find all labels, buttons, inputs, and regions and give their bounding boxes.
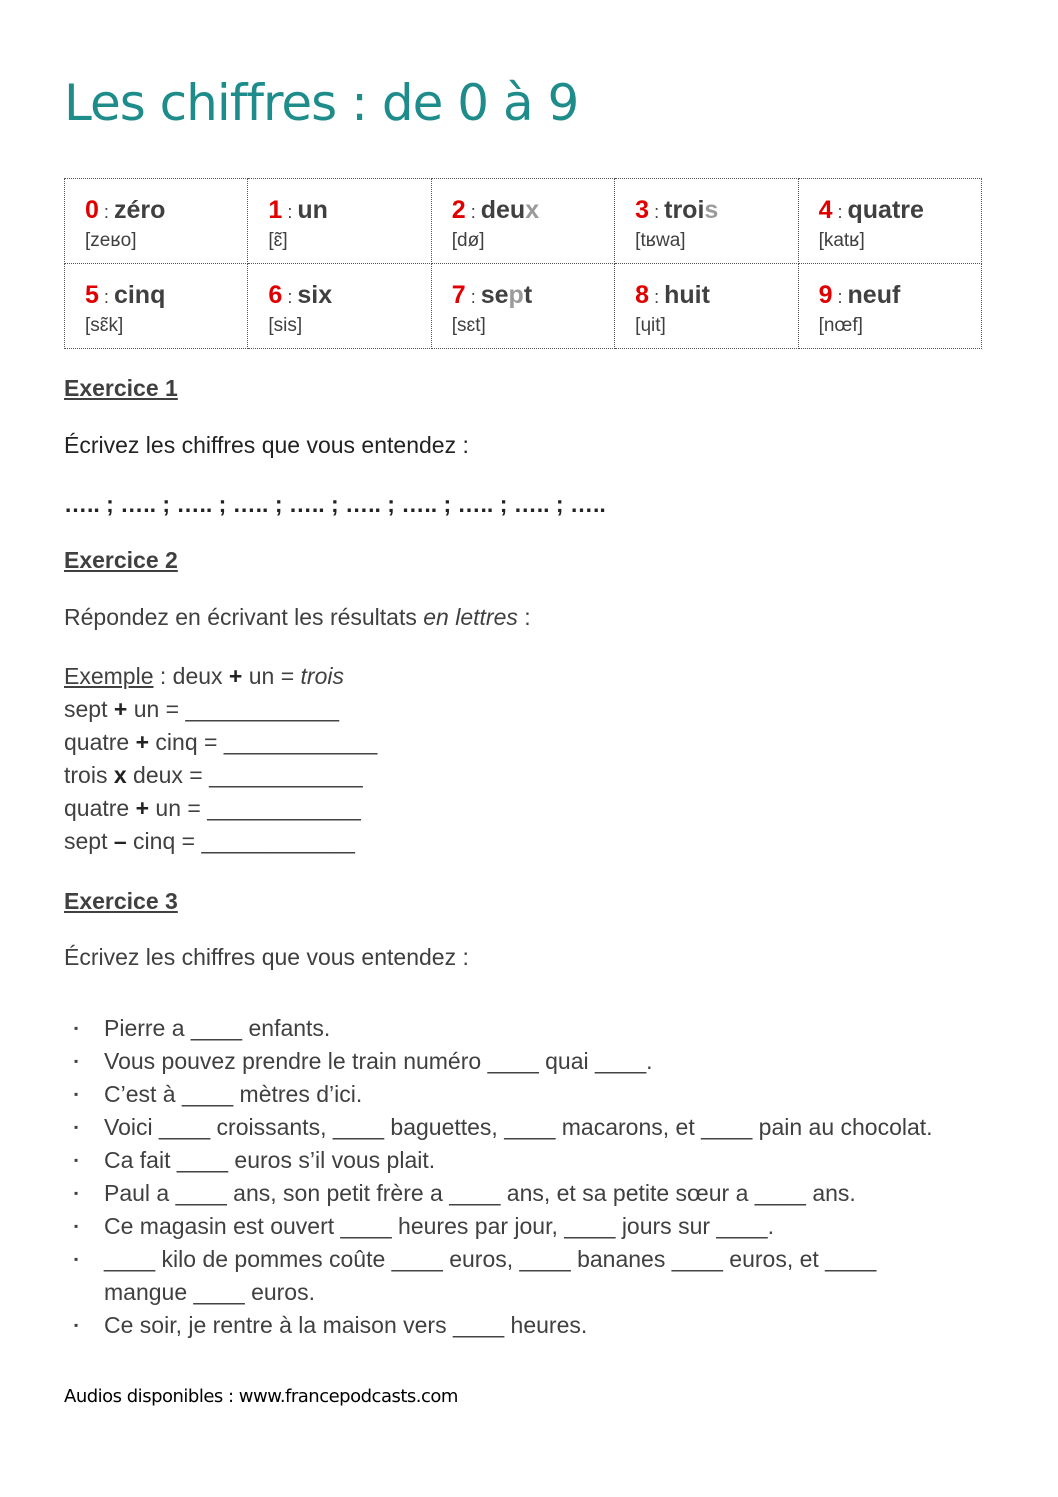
separator — [466, 202, 481, 222]
separator — [99, 287, 114, 307]
bullet-icon: ▪ — [74, 1186, 79, 1200]
example-text: : deux — [153, 663, 229, 689]
list-item-text: ____ kilo de pommes coûte ____ euros, ____ bananes ____ euros, et ____ mangue ____ euros. — [104, 1246, 877, 1305]
calc-right: cinq = ____________ — [149, 729, 378, 755]
instruction-text: Répondez en écrivant les résultats — [64, 604, 424, 630]
exercise-2-heading: Exercice 2 — [64, 547, 178, 573]
separator-colon: : — [470, 202, 476, 222]
number-cell — [615, 179, 798, 264]
calc-left: quatre — [64, 729, 136, 755]
number-cell — [431, 179, 614, 264]
silent-letter: x — [525, 196, 540, 224]
phonetic: [ɛ̃] — [268, 230, 288, 251]
word-part: cinq — [113, 281, 166, 309]
footer-audio-link[interactable]: Audios disponibles : www.francepodcasts.com — [64, 1386, 458, 1407]
calc-left: quatre — [64, 795, 136, 821]
separator-colon: : — [103, 202, 109, 222]
number-word-line — [819, 193, 963, 229]
separator-colon: : — [837, 287, 843, 307]
bullet-icon: ▪ — [74, 1318, 79, 1332]
exercise-3-instruction: Écrivez les chiffres que vous entendez : — [64, 944, 469, 970]
exercise-1-answer-line: ….. ; ….. ; ….. ; ….. ; ….. ; ….. ; ….. ; ….. ; ….. ; ….. — [64, 491, 606, 517]
number-word — [664, 281, 710, 309]
silent-letter: s — [704, 196, 719, 224]
digit: 0 — [85, 196, 99, 224]
list-item — [64, 1144, 944, 1177]
word-part: deu — [480, 196, 526, 224]
calc-left: sept — [64, 828, 114, 854]
calc-item — [64, 825, 377, 858]
number-word — [481, 196, 539, 224]
number-cell — [248, 179, 431, 264]
exercise-3-list — [64, 1012, 944, 1342]
digit: 1 — [268, 196, 283, 224]
separator — [649, 202, 664, 222]
digit: 5 — [85, 281, 99, 309]
calc-left: sept — [64, 696, 114, 722]
number-cell — [798, 179, 981, 264]
digit: 4 — [818, 196, 833, 224]
number-word-line — [452, 278, 596, 314]
number-word — [297, 281, 332, 309]
word-part: troi — [664, 196, 705, 224]
number-cell — [248, 264, 431, 349]
list-item-text: Pierre a ____ enfants. — [104, 1015, 331, 1041]
number-word — [848, 281, 901, 309]
separator — [282, 202, 297, 222]
numbers-row — [65, 264, 982, 349]
separator — [832, 287, 847, 307]
list-item — [64, 1045, 944, 1078]
calc-operator: x — [113, 762, 127, 788]
separator-colon: : — [287, 202, 293, 222]
calc-right: cinq = ____________ — [126, 828, 355, 854]
list-item-text: Ce soir, je rentre à la maison vers ____ heures. — [104, 1312, 588, 1338]
number-word-line — [268, 193, 412, 229]
number-word — [114, 281, 165, 309]
calc-left: trois — [64, 762, 114, 788]
bullet-icon: ▪ — [74, 1252, 79, 1266]
word-part: huit — [664, 281, 710, 309]
numbers-row — [65, 179, 982, 264]
calc-operator: + — [135, 729, 150, 755]
phonetic: [nœf] — [818, 315, 863, 336]
digit: 3 — [635, 196, 650, 224]
word-part: zéro — [113, 196, 166, 224]
phonetic: [sis] — [268, 315, 303, 336]
digit: 8 — [635, 281, 650, 309]
word-part: t — [523, 281, 533, 309]
separator — [282, 287, 297, 307]
word-part: se — [480, 281, 509, 309]
separator — [99, 202, 114, 222]
list-item — [64, 1012, 944, 1045]
calc-operator: + — [113, 696, 128, 722]
calc-right: un = ____________ — [127, 696, 339, 722]
instruction-tail: : — [517, 604, 531, 630]
number-word-line — [635, 193, 779, 229]
list-item-text: Paul a ____ ans, son petit frère a ____ ans, et sa petite sœur a ____ ans. — [104, 1180, 856, 1206]
calc-item — [64, 693, 377, 726]
bullet-icon: ▪ — [74, 1054, 79, 1068]
example-operator: + — [228, 663, 243, 689]
separator — [466, 287, 481, 307]
bullet-icon: ▪ — [74, 1021, 79, 1035]
number-cell — [65, 179, 248, 264]
phonetic: [katʁ] — [818, 230, 865, 251]
phonetic: [zeʁo] — [85, 230, 137, 251]
number-word-line — [268, 278, 412, 314]
list-item-text: C’est à ____ mètres d’ici. — [104, 1081, 363, 1107]
calc-operator: + — [135, 795, 150, 821]
list-item-text: Ca fait ____ euros s’il vous plait. — [104, 1147, 436, 1173]
list-item — [64, 1243, 944, 1309]
example-label: Exemple — [64, 663, 154, 689]
phonetic: [tʁwa] — [635, 230, 686, 251]
separator-colon: : — [287, 287, 293, 307]
word-part: un — [297, 196, 328, 224]
digit: 2 — [451, 196, 466, 224]
word-part: quatre — [847, 196, 924, 224]
phonetic: [ɥit] — [635, 315, 666, 336]
instruction-italic: en lettres — [423, 604, 518, 630]
list-item — [64, 1177, 944, 1210]
exercise-2-instruction — [64, 602, 531, 632]
word-part: six — [297, 281, 333, 309]
number-cell — [798, 264, 981, 349]
numbers-table — [64, 178, 982, 349]
bullet-icon: ▪ — [74, 1120, 79, 1134]
list-item-text: Voici ____ croissants, ____ baguettes, ____ macarons, et ____ pain au chocolat. — [104, 1114, 933, 1140]
number-word — [297, 196, 328, 224]
exercise-2-list — [64, 660, 377, 858]
digit: 6 — [268, 281, 283, 309]
example-line — [64, 660, 377, 693]
digit: 7 — [451, 281, 466, 309]
list-item — [64, 1078, 944, 1111]
number-word-line — [819, 278, 963, 314]
list-item-text: Ce magasin est ouvert ____ heures par jour, ____ jours sur ____. — [104, 1213, 774, 1239]
bullet-icon: ▪ — [74, 1219, 79, 1233]
list-item-text: Vous pouvez prendre le train numéro ____ quai ____. — [104, 1048, 653, 1074]
phonetic: [dø] — [451, 230, 485, 251]
page-title: Les chiffres : de 0 à 9 — [64, 74, 579, 132]
separator-colon: : — [470, 287, 476, 307]
calc-right: deux = ____________ — [126, 762, 363, 788]
phonetic: [sɛt] — [451, 315, 486, 336]
exercise-1-instruction: Écrivez les chiffres que vous entendez : — [64, 432, 469, 458]
number-word-line — [85, 193, 229, 229]
list-item — [64, 1309, 944, 1342]
calc-operator: – — [113, 828, 127, 854]
number-word-line — [452, 193, 596, 229]
number-word — [848, 196, 924, 224]
exercise-1-heading: Exercice 1 — [64, 375, 178, 401]
calc-item — [64, 726, 377, 759]
word-part: neuf — [847, 281, 901, 309]
silent-letter: p — [508, 281, 524, 309]
phonetic: [sɛ̃k] — [85, 315, 124, 336]
bullet-icon: ▪ — [74, 1087, 79, 1101]
separator-colon: : — [837, 202, 843, 222]
list-item — [64, 1111, 944, 1144]
separator — [832, 202, 847, 222]
digit: 9 — [818, 281, 833, 309]
separator-colon: : — [654, 202, 660, 222]
example-rest: un = — [242, 663, 301, 689]
number-cell — [615, 264, 798, 349]
example-answer: trois — [300, 663, 344, 689]
calc-item — [64, 759, 377, 792]
separator-colon: : — [103, 287, 109, 307]
exercise-3-heading: Exercice 3 — [64, 888, 178, 914]
list-item — [64, 1210, 944, 1243]
number-cell — [431, 264, 614, 349]
number-word — [664, 196, 718, 224]
separator-colon: : — [654, 287, 660, 307]
separator — [649, 287, 664, 307]
number-word — [114, 196, 165, 224]
calc-right: un = ____________ — [149, 795, 361, 821]
calc-item — [64, 792, 377, 825]
number-word-line — [635, 278, 779, 314]
bullet-icon: ▪ — [74, 1153, 79, 1167]
number-word — [481, 281, 532, 309]
number-cell — [65, 264, 248, 349]
number-word-line — [85, 278, 229, 314]
